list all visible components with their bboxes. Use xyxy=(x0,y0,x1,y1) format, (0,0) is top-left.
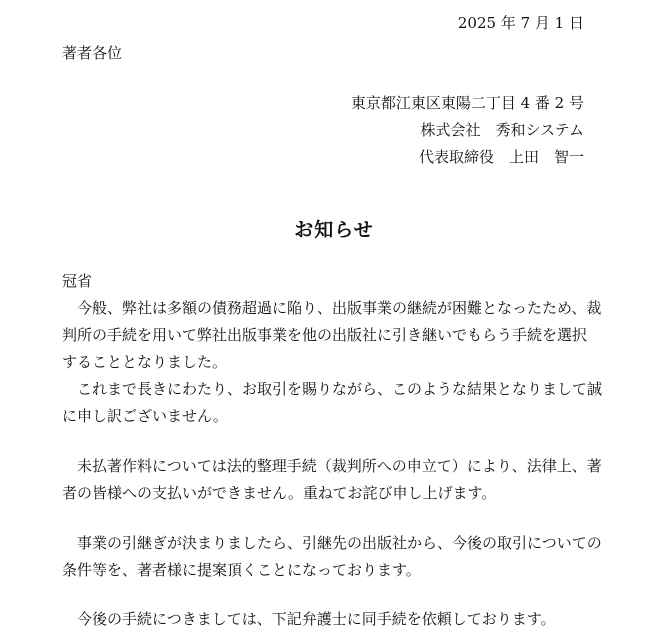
greeting: 冠省 xyxy=(62,272,93,290)
paragraph-4-line-2: 条件等を、著者様に提案頂くことになっております。 xyxy=(62,561,421,579)
paragraph-3-line-1: 未払著作料については法的整理手続（裁判所への申立て）により、法律上、著 xyxy=(62,457,602,475)
paragraph-3-line-2: 者の皆様への支払いができません。重ねてお詫び申し上げます。 xyxy=(62,484,497,502)
sender-company: 株式会社 秀和システム xyxy=(420,121,584,139)
document-title: お知らせ xyxy=(294,219,374,241)
paragraph-5-line-1: 今後の手続につきましては、下記弁護士に同手続を依頼しております。 xyxy=(62,610,556,628)
recipients-line: 著者各位 xyxy=(62,44,123,62)
paragraph-1-line-3: することとなりました。 xyxy=(62,353,228,371)
sender-address: 東京都江東区東陽二丁目 4 番 2 号 xyxy=(350,94,584,112)
paragraph-4-line-1: 事業の引継ぎが決まりましたら、引継先の出版社から、今後の取引についての xyxy=(62,534,602,552)
paragraph-1-line-2: 判所の手続を用いて弊社出版事業を他の出版社に引き継いでもらう手続を選択 xyxy=(62,326,588,344)
paragraph-2-line-1: これまで長きにわたり、お取引を賜りながら、このような結果となりまして誠 xyxy=(62,380,603,398)
letter-date: 2025 年 7 月 1 日 xyxy=(457,14,584,32)
sender-representative: 代表取締役 上田 智一 xyxy=(418,148,584,166)
paragraph-1-line-1: 今般、弊社は多額の債務超過に陥り、出版事業の継続が困難となったため、裁 xyxy=(62,299,602,317)
paragraph-2-line-2: に申し訳ございません。 xyxy=(62,407,228,425)
